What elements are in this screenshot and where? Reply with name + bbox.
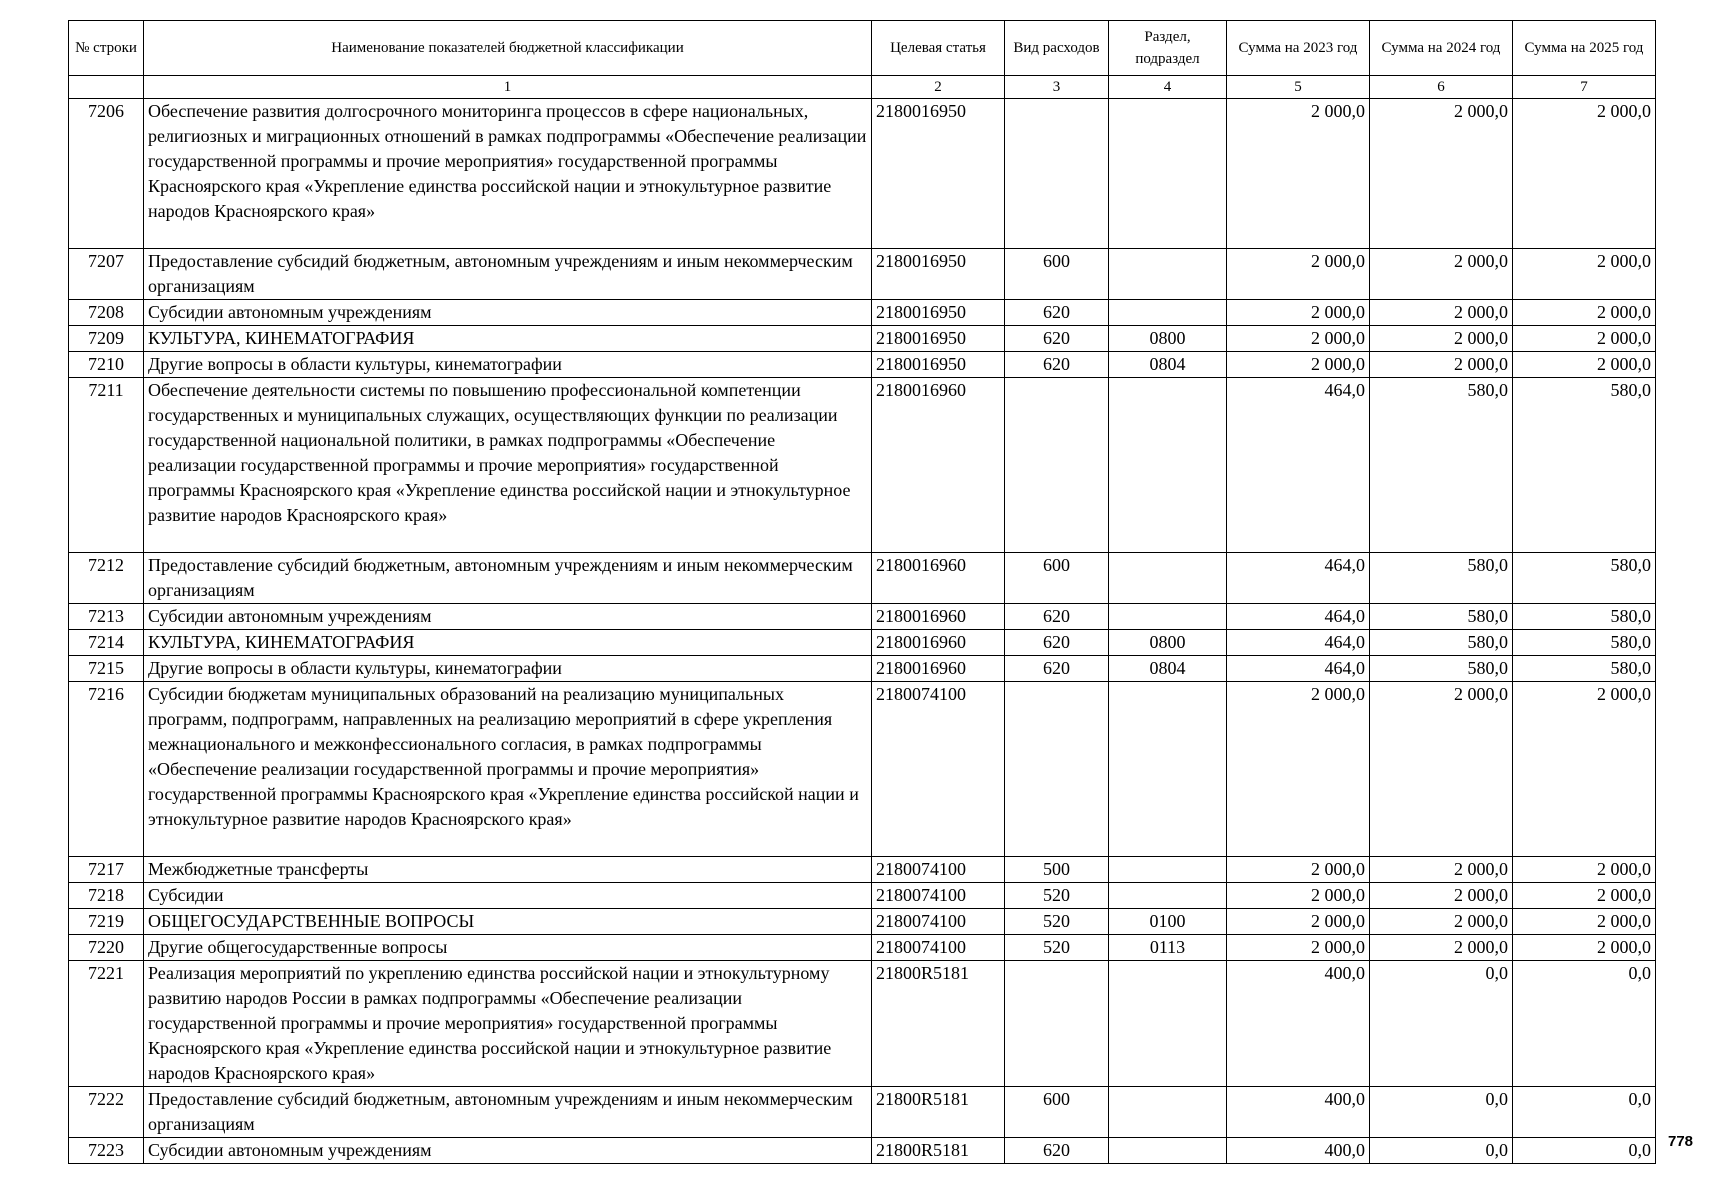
expense-type: 620 [1005,630,1109,656]
col-number: 1 [144,76,872,99]
sum-2023: 2 000,0 [1227,99,1370,249]
sum-2023: 2 000,0 [1227,352,1370,378]
sum-2023: 464,0 [1227,630,1370,656]
row-number: 7221 [69,961,144,1087]
expense-type: 520 [1005,883,1109,909]
section-subsection [1109,1138,1227,1164]
sum-2024: 2 000,0 [1370,99,1513,249]
sum-2024: 2 000,0 [1370,300,1513,326]
row-number: 7213 [69,604,144,630]
sum-2025: 2 000,0 [1513,300,1656,326]
sum-2024: 580,0 [1370,630,1513,656]
sum-2024: 580,0 [1370,656,1513,682]
sum-2024: 580,0 [1370,378,1513,553]
col-header-sum-2024: Сумма на 2024 год [1370,21,1513,76]
col-header-section: Раздел, подраздел [1109,21,1227,76]
target-article: 21800R5181 [872,961,1005,1087]
row-number: 7223 [69,1138,144,1164]
section-subsection: 0804 [1109,656,1227,682]
indicator-name: Субсидии автономным учреждениям [144,1138,872,1164]
target-article: 2180016960 [872,553,1005,604]
target-article: 2180016960 [872,378,1005,553]
indicator-name: Реализация мероприятий по укреплению единства российской нации и этнокультурному развитию народов России в рамках подпрограммы «Обеспечение реализации государственной программы и прочие мероприятия» государственной программы Красноярского края «Укрепление единства российской нации и этнокультурное развитие народов Красноярского края» [144,961,872,1087]
sum-2023: 400,0 [1227,1087,1370,1138]
table-row [69,857,1656,883]
expense-type: 620 [1005,352,1109,378]
table-row [69,99,1656,249]
expense-type: 600 [1005,553,1109,604]
row-number: 7211 [69,378,144,553]
sum-2024: 2 000,0 [1370,909,1513,935]
section-subsection [1109,300,1227,326]
expense-type: 600 [1005,1087,1109,1138]
sum-2025: 2 000,0 [1513,249,1656,300]
sum-2024: 2 000,0 [1370,935,1513,961]
sum-2025: 2 000,0 [1513,352,1656,378]
sum-2023: 2 000,0 [1227,682,1370,857]
sum-2023: 464,0 [1227,604,1370,630]
sum-2023: 2 000,0 [1227,300,1370,326]
sum-2023: 2 000,0 [1227,935,1370,961]
row-number: 7208 [69,300,144,326]
section-subsection [1109,1087,1227,1138]
expense-type: 500 [1005,857,1109,883]
sum-2025: 2 000,0 [1513,909,1656,935]
col-number: 7 [1513,76,1656,99]
table-row [69,378,1656,553]
expense-type: 620 [1005,604,1109,630]
indicator-name: Обеспечение развития долгосрочного мониторинга процессов в сфере национальных, религиозных и миграционных отношений в рамках подпрограммы «Обеспечение реализации государственной программы и прочие мероприятия» государственной программы Красноярского края «Укрепление единства российской нации и этнокультурное развитие народов Красноярского края» [144,99,872,249]
indicator-name: Другие вопросы в области культуры, кинематографии [144,656,872,682]
indicator-name: Обеспечение деятельности системы по повышению профессиональной компетенции государственных и муниципальных служащих, осуществляющих функции по реализации государственной национальной политики, в рамках подпрограммы «Обеспечение реализации государственной программы и прочие мероприятия» государственной программы Красноярского края «Укрепление единства российской нации и этнокультурное развитие народов Красноярского края» [144,378,872,553]
expense-type: 620 [1005,300,1109,326]
expense-type [1005,682,1109,857]
indicator-name: Другие вопросы в области культуры, кинематографии [144,352,872,378]
row-number: 7207 [69,249,144,300]
sum-2024: 0,0 [1370,961,1513,1087]
section-subsection: 0804 [1109,352,1227,378]
expense-type: 620 [1005,1138,1109,1164]
sum-2024: 580,0 [1370,604,1513,630]
indicator-name: КУЛЬТУРА, КИНЕМАТОГРАФИЯ [144,326,872,352]
table-row [69,326,1656,352]
table-row [69,682,1656,857]
section-subsection: 0800 [1109,630,1227,656]
row-number: 7219 [69,909,144,935]
sum-2024: 2 000,0 [1370,682,1513,857]
sum-2024: 580,0 [1370,553,1513,604]
sum-2024: 2 000,0 [1370,883,1513,909]
section-subsection: 0800 [1109,326,1227,352]
target-article: 2180016960 [872,656,1005,682]
col-number: 5 [1227,76,1370,99]
section-subsection [1109,249,1227,300]
sum-2025: 580,0 [1513,553,1656,604]
target-article: 2180016950 [872,99,1005,249]
table-row [69,961,1656,1087]
sum-2025: 2 000,0 [1513,883,1656,909]
target-article: 2180016950 [872,326,1005,352]
target-article: 2180074100 [872,857,1005,883]
section-subsection [1109,553,1227,604]
table-row [69,656,1656,682]
row-number: 7222 [69,1087,144,1138]
sum-2023: 464,0 [1227,656,1370,682]
table-row [69,300,1656,326]
target-article: 2180016950 [872,300,1005,326]
header-row [69,21,1656,76]
sum-2025: 580,0 [1513,630,1656,656]
section-subsection [1109,99,1227,249]
indicator-name: Межбюджетные трансферты [144,857,872,883]
section-subsection [1109,961,1227,1087]
col-number: 6 [1370,76,1513,99]
col-number: 4 [1109,76,1227,99]
target-article: 2180016950 [872,249,1005,300]
target-article: 2180074100 [872,909,1005,935]
table-row [69,1087,1656,1138]
target-article: 21800R5181 [872,1087,1005,1138]
expense-type: 520 [1005,909,1109,935]
indicator-name: Предоставление субсидий бюджетным, автономным учреждениям и иным некоммерческим организациям [144,249,872,300]
row-number: 7217 [69,857,144,883]
row-number: 7214 [69,630,144,656]
indicator-name: Другие общегосударственные вопросы [144,935,872,961]
col-header-target: Целевая статья [872,21,1005,76]
sum-2023: 2 000,0 [1227,326,1370,352]
col-header-row-no: № строки [69,21,144,76]
table-row [69,249,1656,300]
col-header-name: Наименование показателей бюджетной классификации [144,21,872,76]
indicator-name: КУЛЬТУРА, КИНЕМАТОГРАФИЯ [144,630,872,656]
indicator-name: Субсидии автономным учреждениям [144,604,872,630]
row-number: 7206 [69,99,144,249]
row-number: 7210 [69,352,144,378]
sum-2025: 2 000,0 [1513,326,1656,352]
table-row [69,352,1656,378]
sum-2023: 2 000,0 [1227,883,1370,909]
col-number: 3 [1005,76,1109,99]
expense-type [1005,99,1109,249]
expense-type [1005,378,1109,553]
page-number: 778 [1668,1133,1694,1150]
sum-2024: 2 000,0 [1370,857,1513,883]
sum-2025: 580,0 [1513,378,1656,553]
section-subsection [1109,883,1227,909]
target-article: 2180016960 [872,630,1005,656]
sum-2024: 2 000,0 [1370,326,1513,352]
expense-type: 600 [1005,249,1109,300]
target-article: 2180074100 [872,883,1005,909]
column-number-row [69,76,1656,99]
row-number: 7220 [69,935,144,961]
table-row [69,1138,1656,1164]
sum-2025: 2 000,0 [1513,99,1656,249]
sum-2024: 0,0 [1370,1138,1513,1164]
row-number: 7218 [69,883,144,909]
col-header-sum-2025: Сумма на 2025 год [1513,21,1656,76]
row-number: 7215 [69,656,144,682]
sum-2024: 2 000,0 [1370,249,1513,300]
section-subsection [1109,604,1227,630]
expense-type: 620 [1005,326,1109,352]
sum-2023: 400,0 [1227,1138,1370,1164]
target-article: 21800R5181 [872,1138,1005,1164]
sum-2025: 0,0 [1513,1087,1656,1138]
sum-2025: 0,0 [1513,961,1656,1087]
sum-2023: 400,0 [1227,961,1370,1087]
table-row [69,883,1656,909]
sum-2024: 0,0 [1370,1087,1513,1138]
sum-2025: 0,0 [1513,1138,1656,1164]
section-subsection [1109,378,1227,553]
indicator-name: ОБЩЕГОСУДАРСТВЕННЫЕ ВОПРОСЫ [144,909,872,935]
section-subsection [1109,857,1227,883]
table-row [69,935,1656,961]
expense-type: 520 [1005,935,1109,961]
sum-2025: 580,0 [1513,604,1656,630]
col-header-sum-2023: Сумма на 2023 год [1227,21,1370,76]
target-article: 2180016960 [872,604,1005,630]
table-row [69,553,1656,604]
indicator-name: Предоставление субсидий бюджетным, автономным учреждениям и иным некоммерческим организациям [144,553,872,604]
sum-2025: 2 000,0 [1513,682,1656,857]
expense-type [1005,961,1109,1087]
sum-2023: 2 000,0 [1227,909,1370,935]
sum-2023: 2 000,0 [1227,857,1370,883]
indicator-name: Предоставление субсидий бюджетным, автономным учреждениям и иным некоммерческим организациям [144,1087,872,1138]
expense-type: 620 [1005,656,1109,682]
col-number: 2 [872,76,1005,99]
sum-2024: 2 000,0 [1370,352,1513,378]
sum-2025: 2 000,0 [1513,857,1656,883]
sum-2023: 464,0 [1227,553,1370,604]
table-row [69,909,1656,935]
row-number: 7216 [69,682,144,857]
target-article: 2180074100 [872,935,1005,961]
sum-2023: 2 000,0 [1227,249,1370,300]
budget-table [68,20,1656,1164]
section-subsection: 0113 [1109,935,1227,961]
col-number-blank [69,76,144,99]
indicator-name: Субсидии бюджетам муниципальных образований на реализацию муниципальных программ, подпрограмм, направленных на реализацию мероприятий в сфере укрепления межнационального и межконфессионального согласия, в рамках подпрограммы «Обеспечение реализации государственной программы и прочие мероприятия» государственной программы Красноярского края «Укрепление единства российской нации и этнокультурное развитие народов Красноярского края» [144,682,872,857]
indicator-name: Субсидии [144,883,872,909]
row-number: 7212 [69,553,144,604]
table-row [69,630,1656,656]
col-header-type: Вид расходов [1005,21,1109,76]
section-subsection [1109,682,1227,857]
sum-2025: 2 000,0 [1513,935,1656,961]
row-number: 7209 [69,326,144,352]
sum-2025: 580,0 [1513,656,1656,682]
indicator-name: Субсидии автономным учреждениям [144,300,872,326]
section-subsection: 0100 [1109,909,1227,935]
target-article: 2180074100 [872,682,1005,857]
target-article: 2180016950 [872,352,1005,378]
sum-2023: 464,0 [1227,378,1370,553]
table-row [69,604,1656,630]
table-body [69,99,1656,1164]
